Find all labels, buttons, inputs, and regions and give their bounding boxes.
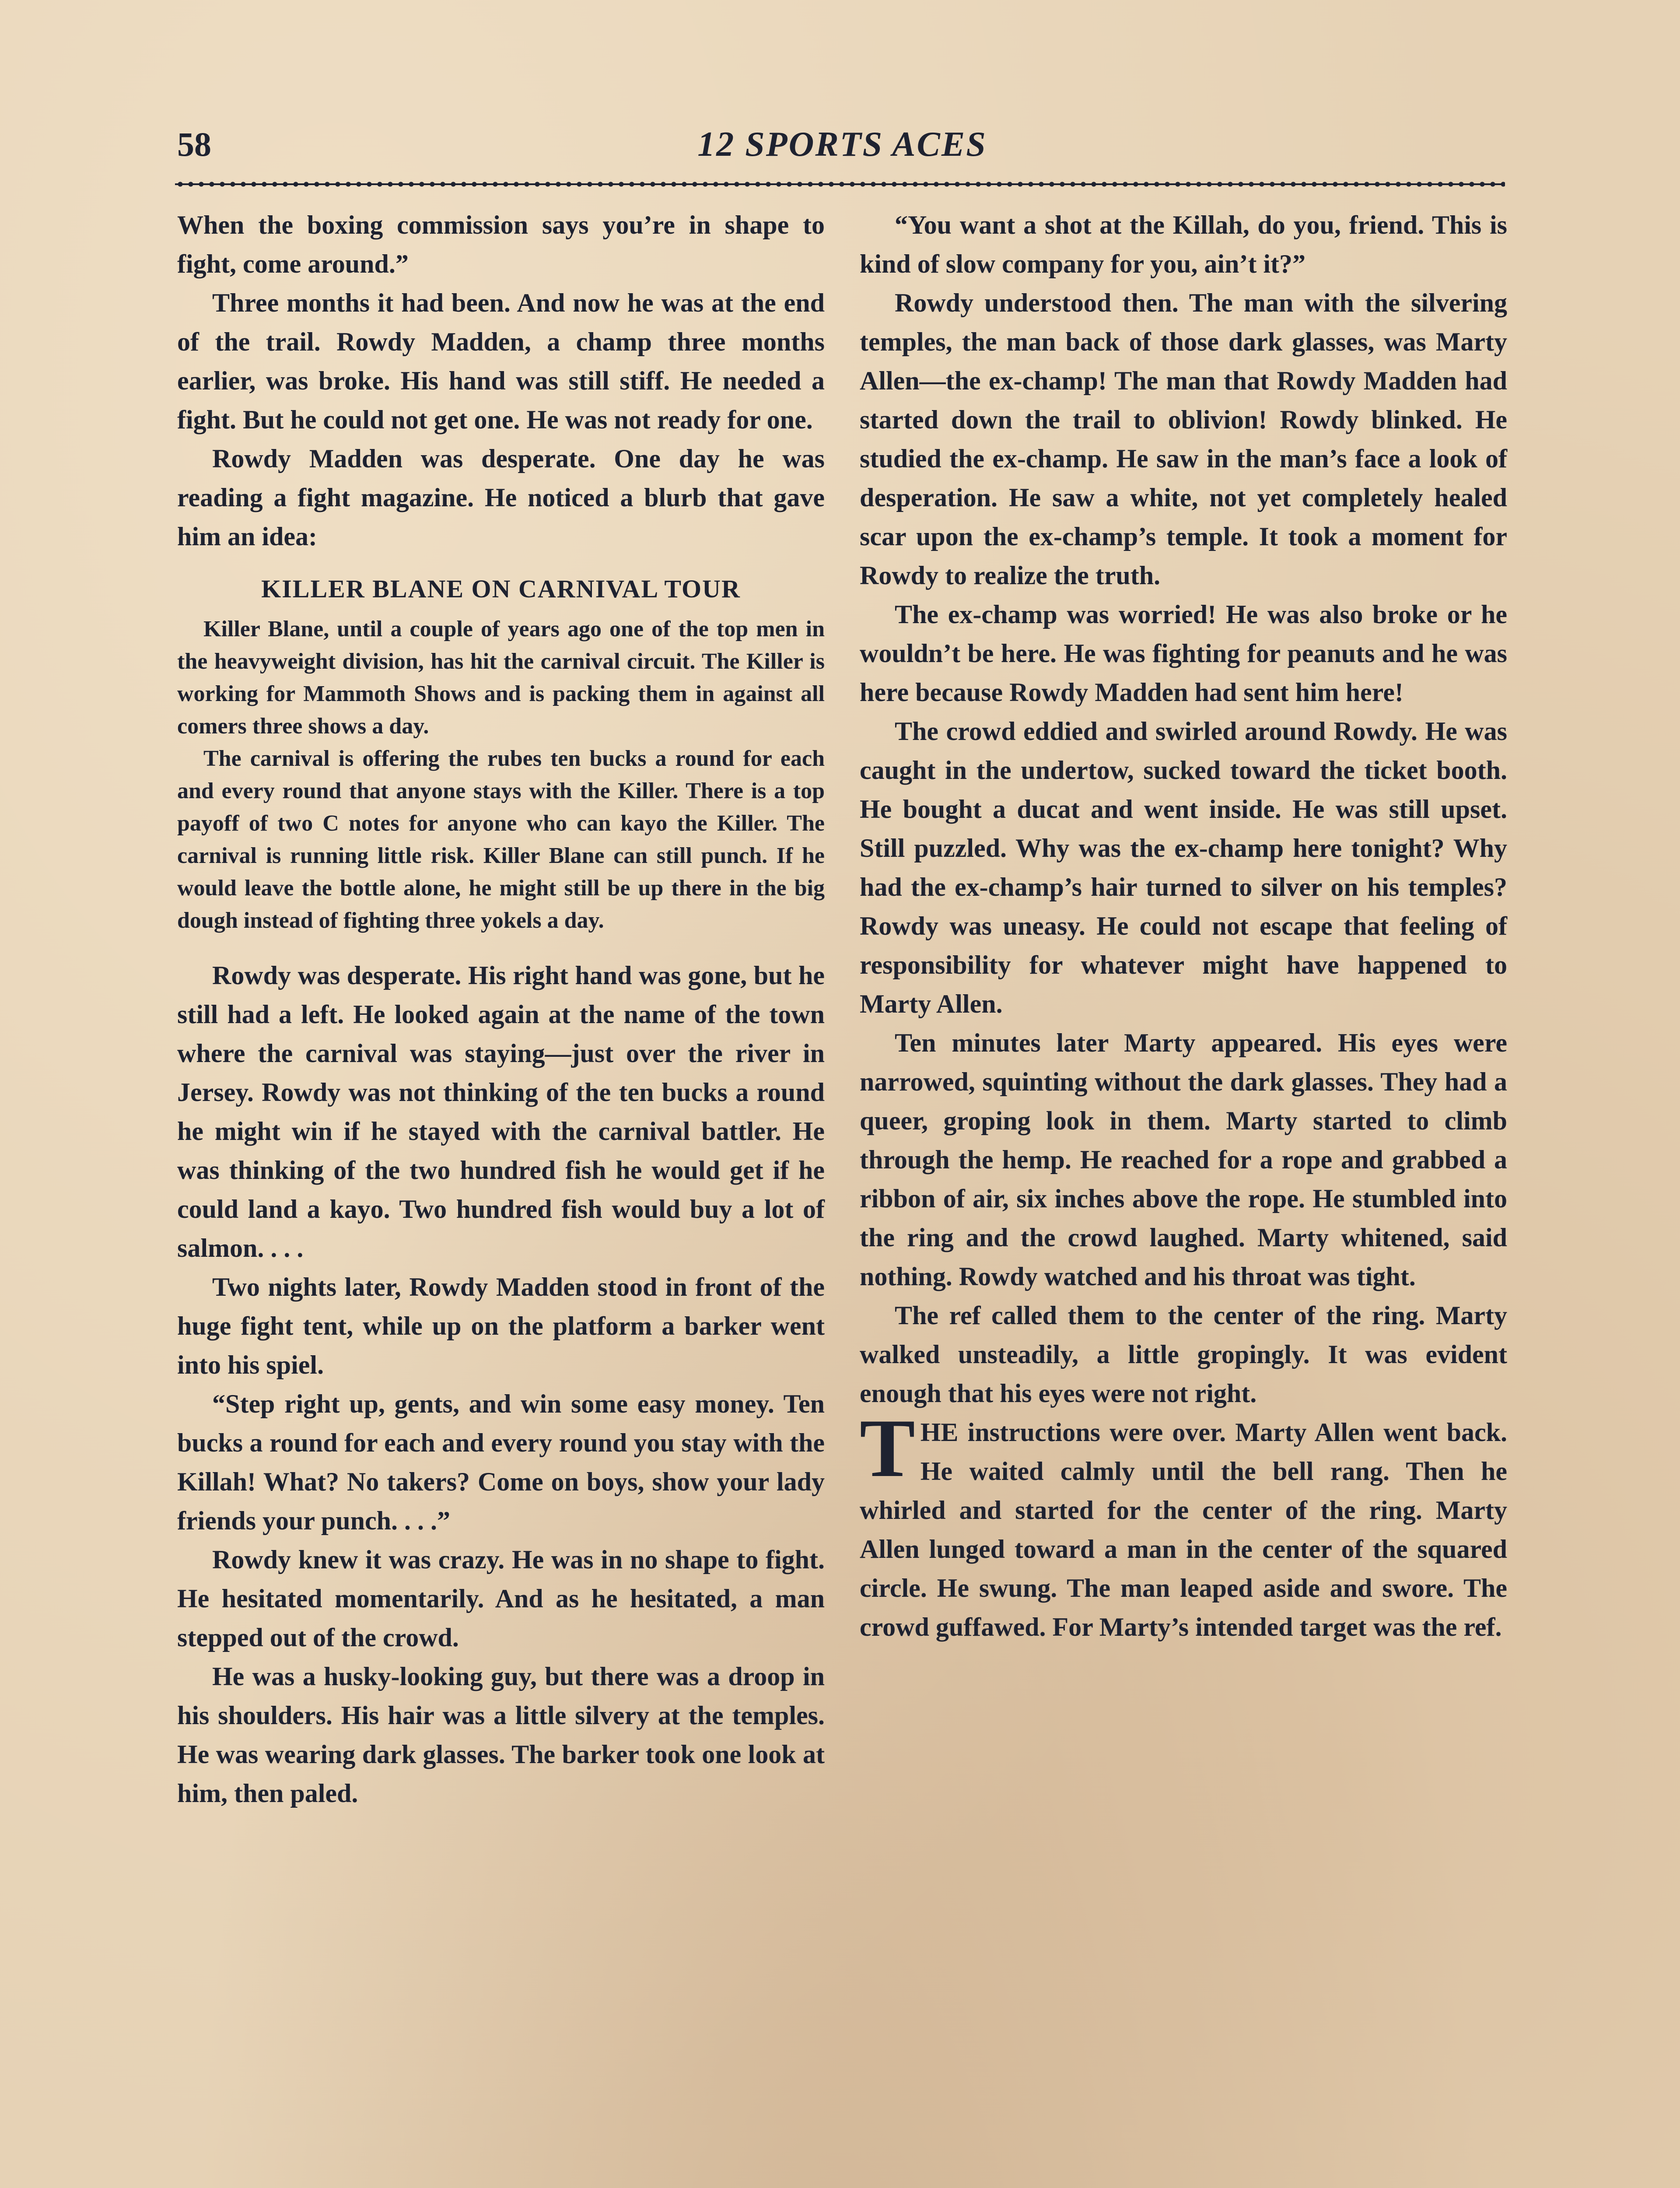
left-column <box>177 206 825 1813</box>
paragraph: Rowdy knew it was crazy. He was in no shape to fight. He hesitated momentarily. And as he hesitated, a man stepped out of the crowd. <box>177 1545 825 1652</box>
paragraph: “You want a shot at the Killah, do you, friend. This is kind of slow company for you, ain’t it?” <box>860 210 1507 278</box>
blurb-title: KILLER BLANE ON CARNIVAL TOUR <box>261 575 741 603</box>
page-header <box>177 116 1507 173</box>
paragraph: Rowdy Madden was desperate. One day he was reading a fight magazine. He noticed a blurb that gave him an idea: <box>177 444 825 551</box>
paragraph: “Step right up, gents, and win some easy money. Ten bucks a round for each and every round you stay with the Killah! What? No takers? Come on boys, show your lady friends your punch. . . .” <box>177 1389 825 1535</box>
section-opening-text: HE instructions were over. Marty Allen went back. He waited calmly until the bell rang. Then he whirled and started for the center of the ring. Marty Allen lunged toward a man in the center of the squared circle. He swung. The man leaped aside and swore. The crowd guffawed. For Marty’s intended target was the ref. <box>860 1418 1507 1641</box>
paragraph: He was a husky-looking guy, but there was a droop in his shoulders. His hair was a little silvery at the temples. He was wearing dark glasses. The barker took one look at him, then paled. <box>177 1662 825 1808</box>
right-column <box>860 206 1507 1647</box>
section-opening-paragraph <box>860 1403 1507 1647</box>
paragraph: The ex-champ was worried! He was also broke or he wouldn’t be here. He was fighting for peanuts and he was here because Rowdy Madden had sent him here! <box>860 600 1507 707</box>
drop-cap: T <box>860 1403 915 1494</box>
dotted-rule-divider <box>175 179 1505 189</box>
blurb-paragraph: Killer Blane, until a couple of years ago one of the top men in the heavyweight division, has hit the carnival circuit. The Killer is working for Mammoth Shows and is packing them in against all comers three shows a day. <box>177 617 825 739</box>
running-title: 12 SPORTS ACES <box>697 125 987 164</box>
paragraph: Three months it had been. And now he was at the end of the trail. Rowdy Madden, a champ three months earlier, was broke. His hand was still stiff. He needed a fight. But he could not get one. He was not ready for one. <box>177 288 825 434</box>
page-number: 58 <box>177 125 211 163</box>
blurb-paragraph: The carnival is offering the rubes ten bucks a round for each and every round that anyone stays with the Killer. There is a top payoff of two C notes for anyone who can kayo the Killer. The carnival is running little risk. Killer Blane can still punch. If he would leave the bottle alone, he might still be up there in the big dough instead of fighting three yokels a day. <box>177 746 825 933</box>
paragraph: When the boxing commission says you’re in shape to fight, come around.” <box>177 210 825 278</box>
magazine-blurb <box>177 613 825 937</box>
paragraph: Two nights later, Rowdy Madden stood in front of the huge fight tent, while up on the platform a barker went into his spiel. <box>177 1273 825 1379</box>
paragraph: Ten minutes later Marty appeared. His eyes were narrowed, squinting without the dark glasses. They had a queer, groping look in them. Marty started to climb through the hemp. He reached for a rope and grabbed a ribbon of air, six inches above the rope. He stumbled into the ring and the crowd laughed. Marty whitened, said nothing. Rowdy watched and his throat was tight. <box>860 1028 1507 1291</box>
paragraph: Rowdy was desperate. His right hand was gone, but he still had a left. He looked again at the name of the town where the carnival was staying—just over the river in Jersey. Rowdy was not thinking of the ten bucks a round he might win if he stayed with the carnival battler. He was thinking of the two hundred fish he would get if he could land a kayo. Two hundred fish would buy a lot of salmon. . . . <box>177 961 825 1262</box>
paragraph: The crowd eddied and swirled around Rowdy. He was caught in the undertow, sucked toward the ticket booth. He bought a ducat and went inside. He was still upset. Still puzzled. Why was the ex-champ here tonight? Why had the ex-champ’s hair turned to silver on his temples? Rowdy was uneasy. He could not escape that feeling of responsibility for whatever might have happened to Marty Allen. <box>860 717 1507 1018</box>
paragraph: The ref called them to the center of the ring. Marty walked unsteadily, a little gropingly. It was evident enough that his eyes were not right. <box>860 1301 1507 1408</box>
paragraph: Rowdy understood then. The man with the silvering temples, the man back of those dark glasses, was Marty Allen—the ex-champ! The man that Rowdy Madden had started down the trail to oblivion! Rowdy blinked. He studied the ex-champ. He saw in the man’s face a look of desperation. He saw a white, not yet completely healed scar upon the ex-champ’s temple. It took a moment for Rowdy to realize the truth. <box>860 288 1507 590</box>
